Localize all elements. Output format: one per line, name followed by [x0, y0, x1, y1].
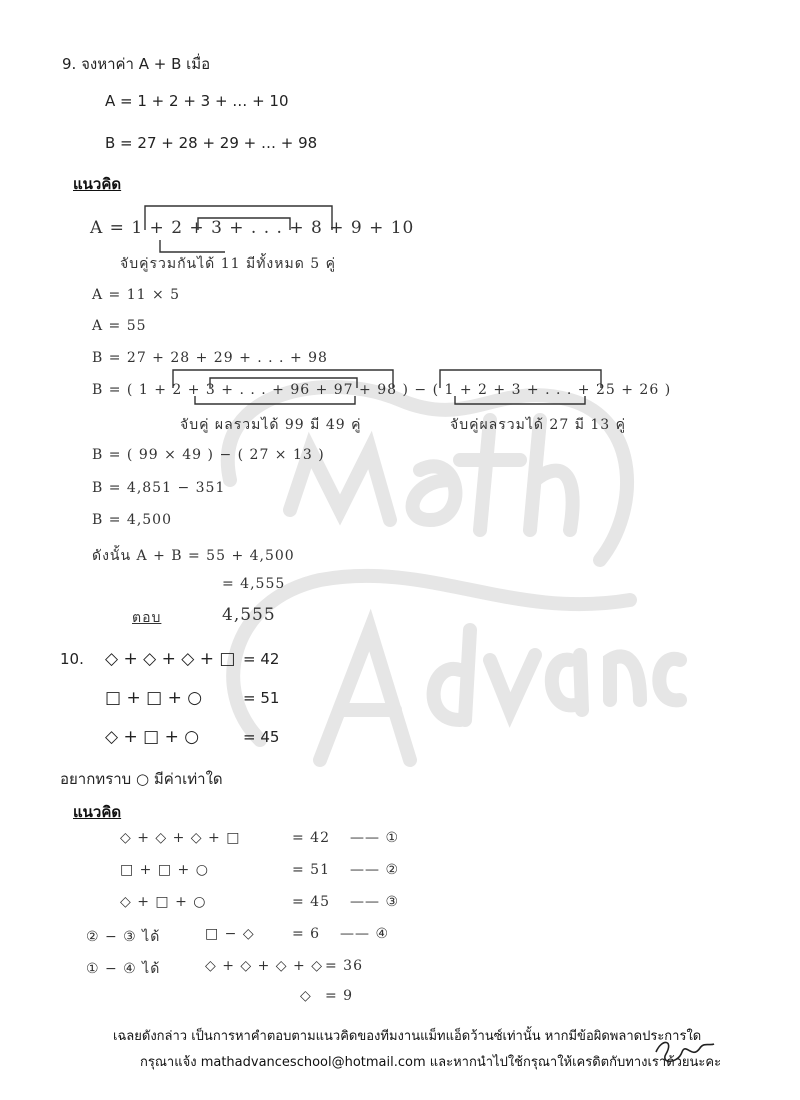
answer-label: ตอบ — [132, 610, 162, 626]
working-line-12: ดังนั้น A + B = 55 + 4,500 — [92, 548, 295, 564]
sol10-tag-2: —— ② — [350, 862, 400, 878]
working-line-7: จับคู่ ผลรวมได้ 99 มี 49 คู่ — [180, 417, 362, 433]
answer-value: 4,555 — [222, 605, 276, 625]
working-line-8: จับคู่ผลรวมได้ 27 มี 13 คู่ — [450, 417, 627, 433]
working-line-6: B = ( 1 + 2 + 3 + . . . + 96 + 97 + 98 ) − ( 1 + 2 + 3 + . . . + 25 + 26 ) — [92, 382, 672, 398]
sol10-value-4: = 6 — [292, 926, 321, 942]
question-9-title: 9. จงหาค่า A + B เมื่อ — [62, 55, 211, 73]
sol10-expr-6: ◇ — [300, 988, 312, 1004]
sol10-value-3: = 45 — [292, 894, 330, 910]
working-line-4: A = 55 — [92, 318, 147, 334]
sol10-left-5: ① − ④ ได้ — [86, 961, 161, 977]
sol10-value-5: = 36 — [325, 958, 363, 974]
sol10-value-6: = 9 — [325, 988, 354, 1004]
question-9-line-b: B = 27 + 28 + 29 + … + 98 — [105, 134, 318, 152]
signature-scribble — [648, 1030, 718, 1070]
sol10-left-4: ② − ③ ได้ — [86, 929, 161, 945]
working-line-3: A = 11 × 5 — [92, 287, 181, 303]
q10-equation-3: ◇ + □ + ○ — [105, 727, 200, 747]
sol10-expr-1: ◇ + ◇ + ◇ + □ — [120, 830, 241, 846]
sol10-expr-4: □ − ◇ — [205, 926, 255, 942]
footer-line-1: เฉลยดังกล่าว เป็นการหาคำตอบตามแนวคิดของทีมงานแม็ทแอ็ดว้านซ์เท่านั้น หากมีข้อผิดพลาดประการใด — [113, 1029, 702, 1044]
working-line-9: B = ( 99 × 49 ) − ( 27 × 13 ) — [92, 447, 325, 463]
footer-line-2: กรุณาแจ้ง mathadvanceschool@hotmail.com และหากนำไปใช้กรุณาให้เครดิตกับทางเราด้วยนะคะ — [140, 1055, 722, 1070]
working-line-1: A = 1 + 2 + 3 + . . . + 8 + 9 + 10 — [90, 218, 415, 238]
working-line-10: B = 4,851 − 351 — [92, 480, 226, 496]
working-line-2: จับคู่รวมกันได้ 11 มีทั้งหมด 5 คู่ — [120, 256, 336, 272]
question-9-line-a: A = 1 + 2 + 3 + … + 10 — [105, 92, 289, 110]
q10-value-2: = 51 — [243, 689, 280, 707]
sol10-tag-1: —— ① — [350, 830, 400, 846]
working-line-5: B = 27 + 28 + 29 + . . . + 98 — [92, 350, 328, 366]
sol10-tag-3: —— ③ — [350, 894, 400, 910]
q10-question: อยากทราบ ○ มีค่าเท่าใด — [60, 770, 223, 788]
sol10-expr-2: □ + □ + ○ — [120, 862, 209, 878]
working-line-11: B = 4,500 — [92, 512, 172, 528]
sol10-value-1: = 42 — [292, 830, 330, 846]
q10-equation-2: □ + □ + ○ — [105, 688, 203, 708]
sol10-expr-5: ◇ + ◇ + ◇ + ◇ — [205, 958, 323, 974]
sol10-value-2: = 51 — [292, 862, 330, 878]
q10-value-3: = 45 — [243, 728, 280, 746]
question-10-number: 10. — [60, 650, 84, 668]
q10-value-1: = 42 — [243, 650, 280, 668]
sol10-expr-3: ◇ + □ + ○ — [120, 894, 207, 910]
sol10-tag-4: —— ④ — [340, 926, 390, 942]
q10-equation-1: ◇ + ◇ + ◇ + □ — [105, 649, 236, 669]
working-line-13: = 4,555 — [222, 576, 286, 592]
solution-heading-q10: แนวคิด — [73, 803, 122, 821]
solution-heading-q9: แนวคิด — [73, 175, 122, 193]
